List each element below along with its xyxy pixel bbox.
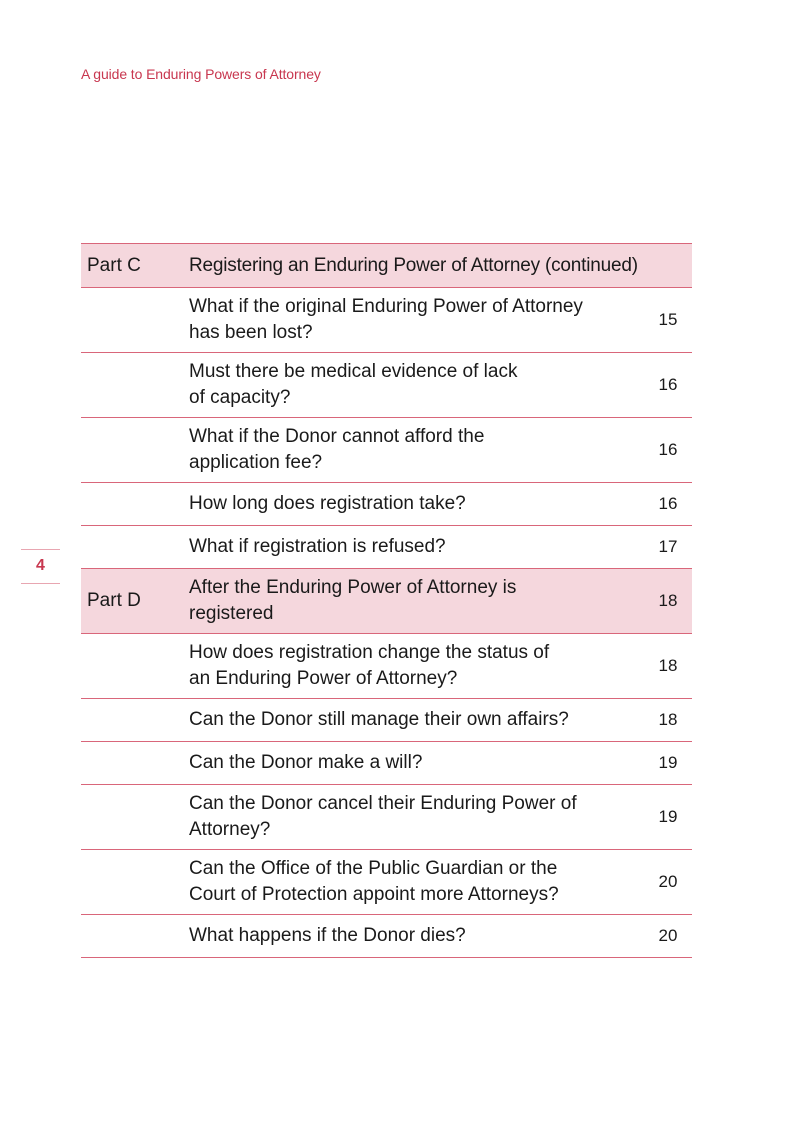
- entry-page-number: 16: [658, 440, 678, 459]
- entry-page-number: 20: [658, 926, 678, 945]
- entry-title: What if the Donor cannot afford the application fee?: [189, 426, 485, 473]
- entry-page-number: 16: [658, 494, 678, 513]
- entry-page-number: 20: [658, 872, 678, 891]
- part-title: After the Enduring Power of Attorney is registered: [189, 577, 517, 624]
- toc-entry[interactable]: [81, 634, 692, 699]
- toc-entry[interactable]: [81, 915, 692, 958]
- entry-page-number: 17: [658, 537, 678, 556]
- toc-entry[interactable]: [81, 483, 692, 526]
- toc-entry[interactable]: [81, 418, 692, 483]
- toc-part-c-row[interactable]: [81, 244, 692, 288]
- entry-title: What happens if the Donor dies?: [189, 925, 466, 946]
- entry-page-number: 19: [658, 753, 678, 772]
- toc-entry[interactable]: [81, 526, 692, 569]
- entry-page-number: 18: [658, 710, 678, 729]
- entry-title: How long does registration take?: [189, 493, 466, 514]
- part-title: Registering an Enduring Power of Attorney (continued): [189, 254, 638, 276]
- running-header: A guide to Enduring Powers of Attorney: [81, 66, 321, 82]
- toc-entry[interactable]: [81, 742, 692, 785]
- toc-entry[interactable]: [81, 288, 692, 353]
- page-number: 4: [21, 549, 60, 584]
- entry-page-number: 18: [658, 656, 678, 675]
- entry-title: How does registration change the status of an Enduring Power of Attorney?: [189, 642, 550, 689]
- entry-title: What if the original Enduring Power of Attorney has been lost?: [189, 296, 583, 343]
- toc-entry[interactable]: [81, 353, 692, 418]
- entry-title: Can the Office of the Public Guardian or the Court of Protection appoint more Attorneys?: [189, 858, 559, 905]
- entry-page-number: 16: [658, 375, 678, 394]
- toc-entry[interactable]: [81, 785, 692, 850]
- toc-part-d-row[interactable]: [81, 569, 692, 634]
- entry-title: Can the Donor cancel their Enduring Power of Attorney?: [189, 793, 577, 840]
- entry-page-number: 19: [658, 807, 678, 826]
- entry-title: Can the Donor still manage their own affairs?: [189, 709, 569, 730]
- part-label: Part C: [87, 254, 141, 276]
- part-label: Part D: [87, 590, 141, 611]
- table-of-contents: [81, 243, 692, 958]
- entry-title: Can the Donor make a will?: [189, 752, 423, 773]
- entry-page-number: 18: [658, 591, 678, 610]
- toc-entry[interactable]: [81, 850, 692, 915]
- entry-title: Must there be medical evidence of lack of capacity?: [189, 361, 518, 408]
- toc-entry[interactable]: [81, 699, 692, 742]
- entry-title: What if registration is refused?: [189, 536, 446, 557]
- entry-page-number: 15: [658, 310, 678, 329]
